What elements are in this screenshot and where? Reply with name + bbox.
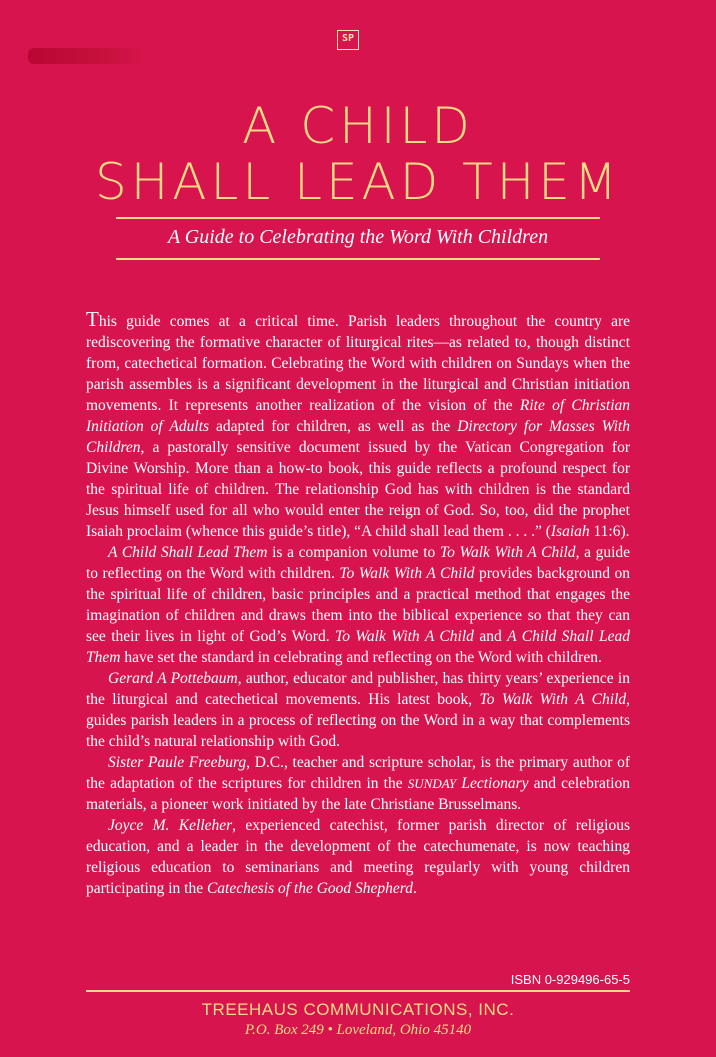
paragraph-companion xyxy=(86,542,630,668)
text-run: 11:6). xyxy=(589,523,630,540)
publisher-logo: SP xyxy=(337,30,359,50)
text-run: adapted for children, as well as the xyxy=(209,418,458,435)
text-run: , D.C., teacher and scripture scholar, is the primary author of the adaptation of the scriptures for children in the xyxy=(86,754,630,792)
text-run: Isaiah xyxy=(550,523,590,540)
text-run: Joyce M. Kelleher xyxy=(108,817,233,834)
text-run: To Walk With A Child xyxy=(439,544,576,561)
subtitle-rule-top xyxy=(116,217,600,219)
text-run: Gerard A Pottebaum xyxy=(108,670,238,687)
book-title xyxy=(0,98,716,210)
title-line-2: SHALL LEAD THEM xyxy=(94,153,622,211)
text-run: Sister Paule Freeburg xyxy=(108,754,247,771)
text-run: and xyxy=(473,628,508,645)
subtitle-rule-bottom xyxy=(116,258,600,260)
text-run: . xyxy=(413,880,417,897)
description-body xyxy=(86,309,630,899)
subtitle: A Guide to Celebrating the Word With Children xyxy=(167,226,549,248)
paragraph-author-pottebaum xyxy=(86,668,630,752)
text-run: his guide comes at a critical time. Parish leaders throughout the country are rediscovering the formative character of liturgical rites—as related to, though distinct from, catechetical formation. Celebrating the Word with children on Sundays when the parish assembles is a significant development in the liturgical and Christian initiation movements. It represents another realization of the vision of the xyxy=(86,313,630,414)
text-run: SUNDAY xyxy=(407,776,457,791)
text-run: , a guide to reflecting on the Word with children. xyxy=(86,544,631,582)
text-run: and celebration materials, a pioneer work initiated by the late Christiane Brusselmans. xyxy=(86,775,631,813)
text-run: is a companion volume to xyxy=(267,544,440,561)
text-run: have set the standard in celebrating and reflecting on the Word with children. xyxy=(120,649,602,666)
paragraph-author-kelleher xyxy=(86,815,630,899)
text-run: To Walk With A Child xyxy=(339,565,475,582)
text-run: , experienced catechist, former parish director of religious education, and a leader in the development of the catechumenate, is now teaching religious education to seminarians and meeting regularly with young children participating in the xyxy=(86,817,630,897)
publisher-name: TREEHAUS COMMUNICATIONS, INC. xyxy=(201,1000,515,1019)
paragraph-author-freeburg xyxy=(86,752,630,815)
text-run: Catechesis of the Good Shepherd xyxy=(206,880,414,897)
isbn: ISBN 0-929496-65-5 xyxy=(510,972,630,987)
text-run: , a pastorally sensitive document issued by the Vatican Congregation for Divine Worship. More than a how-to book, this guide reflects a profound respect for the spiritual life of children. The relationship God has with children is the standard Jesus himself used for all who would enter the reign of God. So, too, did the prophet Isaiah proclaim (whence this guide’s title), “A child shall lead them . . . .” ( xyxy=(86,439,630,540)
publisher-address: P.O. Box 249 • Loveland, Ohio 45140 xyxy=(244,1022,472,1038)
text-run: provides background on the spiritual life of children, basic principles and a practical method that engages the imagination of children and draws them into the biblical experience so that they can see their lives in light of God’s Word. xyxy=(86,565,631,645)
text-run: , author, educator and publisher, has thirty years’ experience in the liturgical and catechetical movements. His latest book, xyxy=(86,670,630,708)
text-run: To Walk With A Child xyxy=(479,691,627,708)
text-run: Rite of Christian Initiation of Adults xyxy=(86,397,630,435)
text-run: To Walk With A Child xyxy=(335,628,474,645)
footer-rule xyxy=(86,990,630,992)
price-sticker-residue xyxy=(28,48,146,64)
text-run: Directory for Masses With Children xyxy=(86,418,630,456)
text-run: T xyxy=(86,307,99,331)
paragraph-intro xyxy=(86,309,630,542)
publisher-block xyxy=(0,1000,716,1039)
text-run: A Child Shall Lead Them xyxy=(108,544,268,561)
text-run: Lectionary xyxy=(461,775,529,792)
title-line-1: A CHILD xyxy=(242,97,474,155)
text-run: A Child Shall Lead Them xyxy=(86,628,630,666)
text-run: , guides parish leaders in a process of reflecting on the Word in a way that complements the child’s natural relationship with God. xyxy=(86,691,631,750)
